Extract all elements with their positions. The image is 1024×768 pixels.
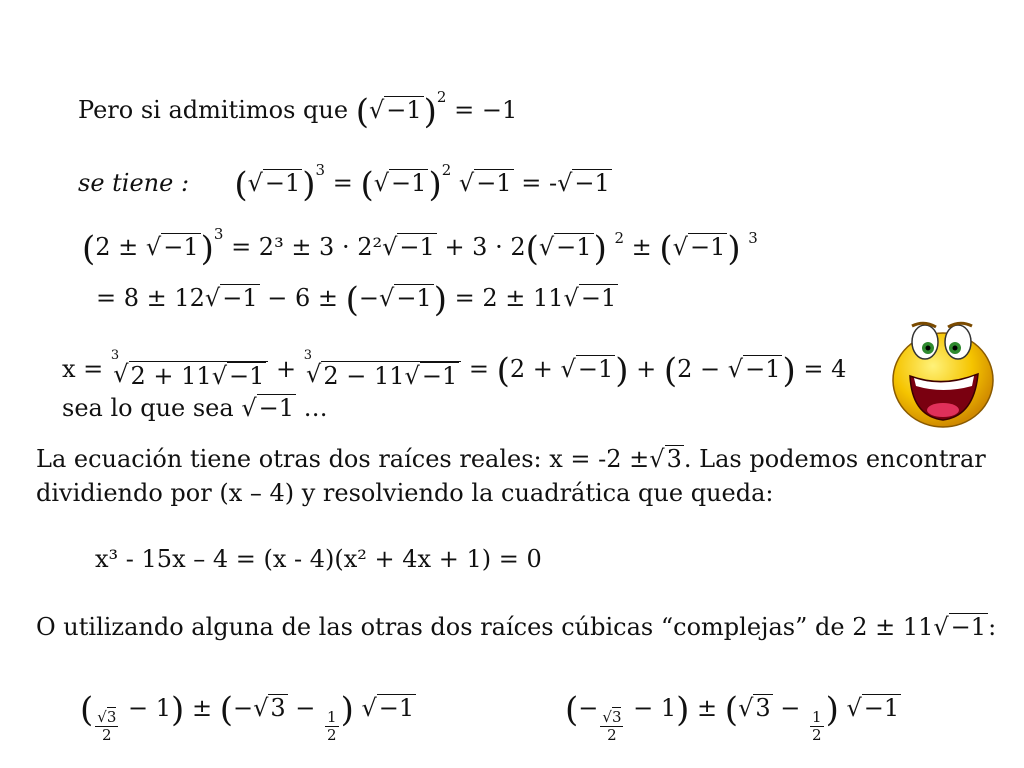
- complex-root-2: (− $\frac{√3}{2}$ − 1) ± (√3 − $\frac{1}{2}$ ) √−1: [565, 690, 900, 744]
- line-cardano-solution: x = 3 √ 2 + 11√−1 + 3 √ 2 − 11√−1 = (2 + √−1) + (2 − √−1) = 4: [62, 348, 847, 391]
- paragraph-line-2: dividiendo por (x – 4) y resolviendo la cuadrática que queda:: [36, 479, 774, 507]
- line-admit: Pero si admitimos que $(√-1)^2 = -1$: [78, 88, 518, 132]
- line-sea-lo-que-sea: sea lo que sea √−1 …: [62, 394, 328, 422]
- line-complex-roots: O utilizando alguna de las otras dos raíces cúbicas “complejas” de 2 ± 11√−1:: [36, 613, 997, 641]
- line-expansion-result: = 8 ± 12√−1 − 6 ± (−√−1) = 2 ± 11√−1: [96, 280, 617, 320]
- se-tiene-label: se tiene :: [78, 169, 190, 197]
- admit-text: Pero si admitimos que: [78, 96, 349, 124]
- line-se-tiene: se tiene : $(√-1)^3 = (√-1)^2$ √−1 = -√−1: [78, 161, 610, 205]
- complex-root-1: ( $\frac{√3}{2}$ − 1) ± (−√3 − $\frac{1}{2}$ ) √−1: [80, 690, 415, 744]
- paragraph-line-1: La ecuación tiene otras dos raíces reales: x = -2 ±√3. Las podemos encontrar: [36, 445, 986, 473]
- laughing-smiley-icon: [888, 318, 998, 430]
- line-binomial-cube: $(2 \pm √-1)^3 = 2^3 \pm 3 \cdot 2^2√-1 + 3 \cdot 2(√-1)$ $^2$ ± (√−1) $^3$: [82, 225, 758, 269]
- line-factorization: x³ - 15x – 4 = (x - 4)(x² + 4x + 1) = 0: [95, 545, 542, 573]
